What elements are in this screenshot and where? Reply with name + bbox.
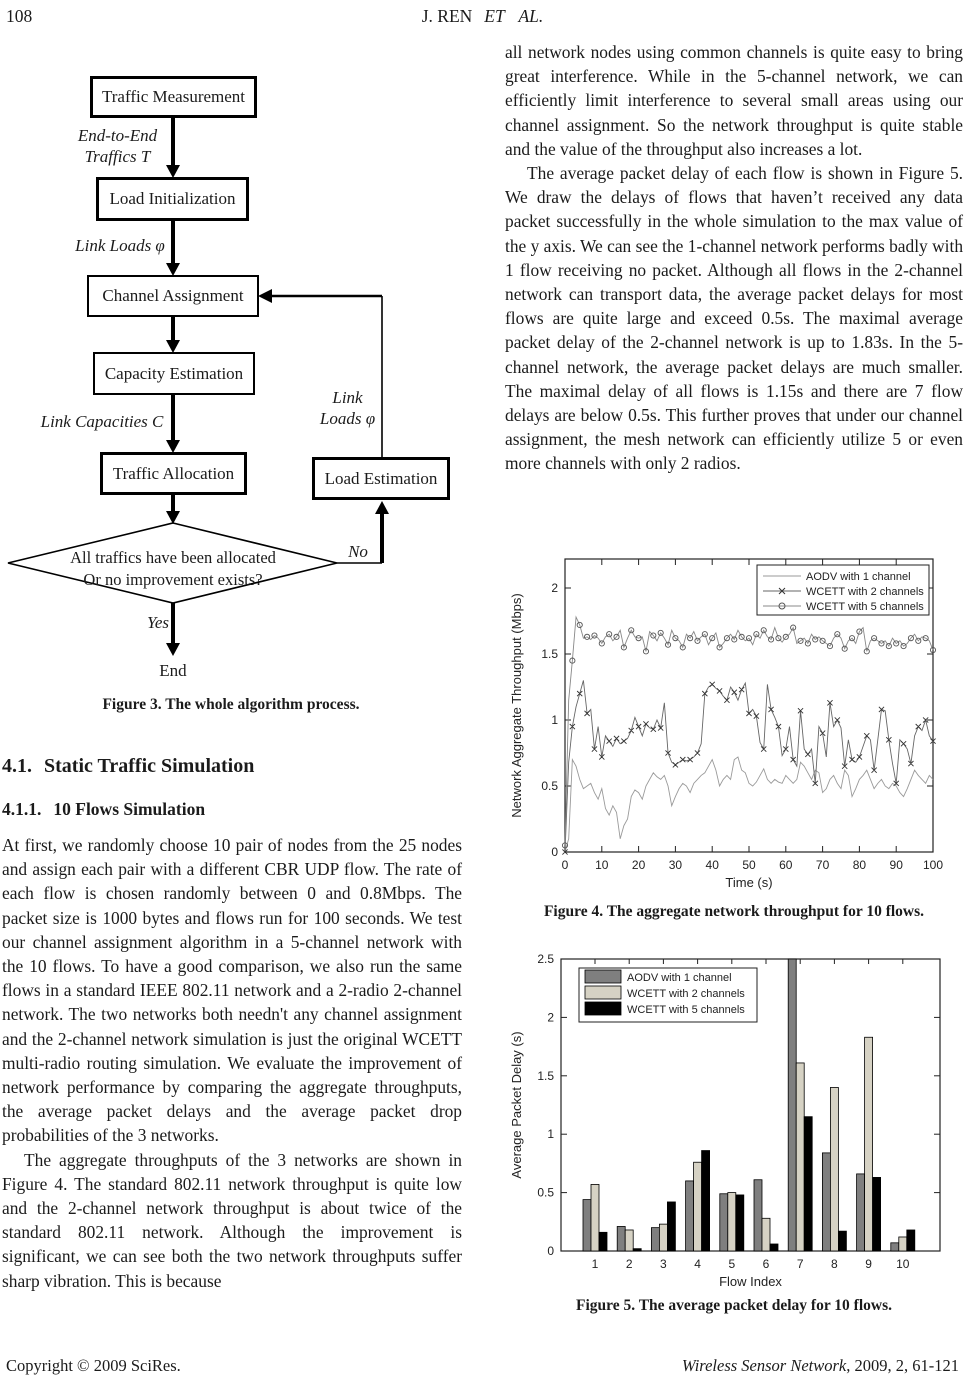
figure4-caption: Figure 4. The aggregate network throughput for 10 flows.: [543, 903, 925, 920]
paragraph: The aggregate throughputs of the 3 networks are shown in Figure 4. The standard 802.11 network throughput is quite low and the 2-channel network throughput is about twice of the standard 802.11 network. Although the improvement is significant, we can see both the two network throughputs suffer sharp vibration. This is because: [2, 1149, 462, 1291]
svg-text:60: 60: [779, 858, 793, 872]
flowchart-label-yes: Yes: [146, 613, 170, 632]
running-head-authors: J. REN: [421, 6, 473, 26]
section-number: 4.1.: [2, 755, 32, 777]
svg-text:AODV with 1 channel: AODV with 1 channel: [806, 571, 911, 583]
svg-text:9: 9: [865, 1257, 872, 1271]
subsection-number: 4.1.1.: [2, 799, 42, 819]
figure4-line-chart: [505, 552, 965, 900]
flowchart-box-capacity-estimation: Capacity Estimation: [93, 352, 255, 395]
svg-text:10: 10: [595, 858, 609, 872]
svg-text:0: 0: [561, 858, 569, 872]
svg-text:0.5: 0.5: [537, 1185, 554, 1200]
svg-text:90: 90: [889, 858, 903, 872]
svg-text:1: 1: [547, 1127, 554, 1142]
svg-text:3: 3: [660, 1257, 667, 1271]
svg-text:Time (s): Time (s): [725, 875, 773, 890]
svg-text:2.5: 2.5: [537, 952, 554, 966]
svg-text:50: 50: [742, 858, 756, 872]
svg-text:WCETT with 5 channels: WCETT with 5 channels: [806, 601, 924, 613]
running-head-etal: ET AL.: [484, 6, 544, 26]
flowchart-edge-label-end-to-end: End-to-End Traffics T: [77, 126, 158, 166]
subsection-title: 10 Flows Simulation: [53, 799, 206, 819]
flowchart-box-load-initialization: Load Initialization: [96, 177, 249, 221]
svg-text:80: 80: [852, 858, 867, 872]
figure3-flowchart: [0, 70, 470, 720]
flowchart-label-no: No: [348, 542, 368, 561]
footer-copyright: Copyright © 2009 SciRes.: [6, 1356, 181, 1375]
svg-text:10: 10: [896, 1257, 910, 1271]
svg-text:1.5: 1.5: [541, 647, 558, 661]
svg-text:WCETT with 2 channels: WCETT with 2 channels: [806, 586, 924, 598]
flowchart-box-traffic-measurement: Traffic Measurement: [90, 76, 257, 118]
svg-text:40: 40: [705, 858, 719, 872]
section-title: Static Traffic Simulation: [44, 755, 255, 777]
svg-text:Network Aggregate Throughput (: Network Aggregate Throughput (Mbps): [509, 593, 524, 818]
flowchart-box-traffic-allocation: Traffic Allocation: [100, 452, 247, 495]
svg-text:1.5: 1.5: [537, 1068, 554, 1083]
right-column-text: [505, 40, 963, 476]
svg-text:AODV with 1 channel: AODV with 1 channel: [627, 972, 732, 984]
flowchart-box-channel-assignment: Channel Assignment: [87, 275, 259, 317]
footer-journal-ref: [682, 1356, 959, 1376]
svg-text:2: 2: [625, 1257, 633, 1271]
svg-text:1: 1: [591, 1257, 599, 1271]
flowchart-edge-label-link-loads: Link Loads φ: [75, 236, 165, 255]
footer-journal-issue: , 2009, 2, 61-121: [846, 1356, 959, 1375]
page-number: 108: [6, 6, 33, 26]
paragraph: The average packet delay of each flow is shown in Figure 5. We draw the delays of flows that haven’t received any data packet successfully in the whole simulation to the max value of the y axis. We can see the 1-channel network performs badly with 1 flow receiving no packet. Although all flows in the 2-channel network can transport data, the average packet delays for most flows are quite large and exceed 0.5s. The maximal average packet delay of the 2-channel network is up to 1.83s. In the 5-channel network, the average packet delays are much smaller. The maximal delay of all flows is 1.15s and there are 7 flow delays are below 0.5s. This further proves that under our channel assignment, the mesh network can efficiently utilize 5 or even more channels with only 2 radios.: [505, 163, 964, 474]
footer-journal-name: Wireless Sensor Network: [681, 1356, 847, 1375]
left-column-text: [2, 833, 462, 1293]
section-heading-4-1-1: [2, 799, 205, 820]
page-footer: [6, 1356, 959, 1376]
flowchart-label-end: End: [159, 661, 187, 680]
svg-text:0: 0: [547, 1244, 554, 1258]
svg-text:WCETT with 5 channels: WCETT with 5 channels: [627, 1004, 745, 1016]
svg-text:WCETT with 2 channels: WCETT with 2 channels: [627, 988, 745, 1000]
flowchart-connectors: [0, 70, 470, 720]
svg-text:30: 30: [668, 858, 683, 872]
paragraph: At first, we randomly choose 10 pair of nodes from the 25 nodes and assign each pair with a different CBR UDP flow. The rate of each flow is chosen randomly between 0 and 0.8Mbps. The packet size is 1000 bytes and flows run for 100 seconds. We test our channel assignment algorithm in a 5-channel network with the 10 flows. To have a good comparison, we also run the same flows in a standard IEEE 802.11 network and a 2-radio 2-channel network. The two networks both needn't any channel assignment and the 2-channel network simulation is just the original WCETT multi-radio routing simulation. We evaluate the improvement of network performance by comparing the aggregate throughputs, the average packet delays and the average packet drop probabilities of the 3 networks.: [2, 835, 462, 1146]
flowchart-edge-label-link-capacities: Link Capacities C: [40, 412, 164, 431]
svg-text:8: 8: [831, 1257, 838, 1271]
svg-text:2: 2: [551, 581, 558, 595]
flowchart-edge-label-link-loads-feedback: Link Loads φ: [319, 388, 376, 428]
flowchart-decision-text: All traffics have been allocated Or no improvement exists?: [70, 548, 276, 589]
svg-text:20: 20: [631, 858, 646, 872]
svg-text:70: 70: [815, 858, 830, 872]
figure3-caption: Figure 3. The whole algorithm process.: [102, 696, 360, 713]
running-head: [0, 6, 965, 27]
svg-text:100: 100: [922, 858, 944, 872]
svg-text:2: 2: [547, 1010, 554, 1025]
svg-text:Average Packet Delay (s): Average Packet Delay (s): [509, 1031, 524, 1179]
flowchart-box-load-estimation: Load Estimation: [312, 457, 450, 500]
section-heading-4-1: [2, 755, 254, 778]
svg-text:Flow Index: Flow Index: [719, 1274, 782, 1289]
paragraph: all network nodes using common channels is quite easy to bring great interference. While in the 5-channel network, we can efficiently limit interference to several small areas using our channel assignment. So the network throughput is quite stable and the value of the throughput also increases a lot.: [505, 42, 963, 159]
svg-text:5: 5: [728, 1257, 736, 1271]
svg-text:1: 1: [551, 713, 558, 727]
svg-text:7: 7: [796, 1257, 804, 1271]
figure5-caption: Figure 5. The average packet delay for 10 flows.: [576, 1297, 892, 1314]
figure5-bar-chart: [505, 946, 965, 1294]
svg-text:4: 4: [694, 1257, 701, 1271]
page-header: [0, 6, 965, 32]
svg-text:0.5: 0.5: [541, 779, 558, 793]
svg-text:6: 6: [762, 1257, 770, 1271]
svg-text:0: 0: [551, 845, 558, 859]
